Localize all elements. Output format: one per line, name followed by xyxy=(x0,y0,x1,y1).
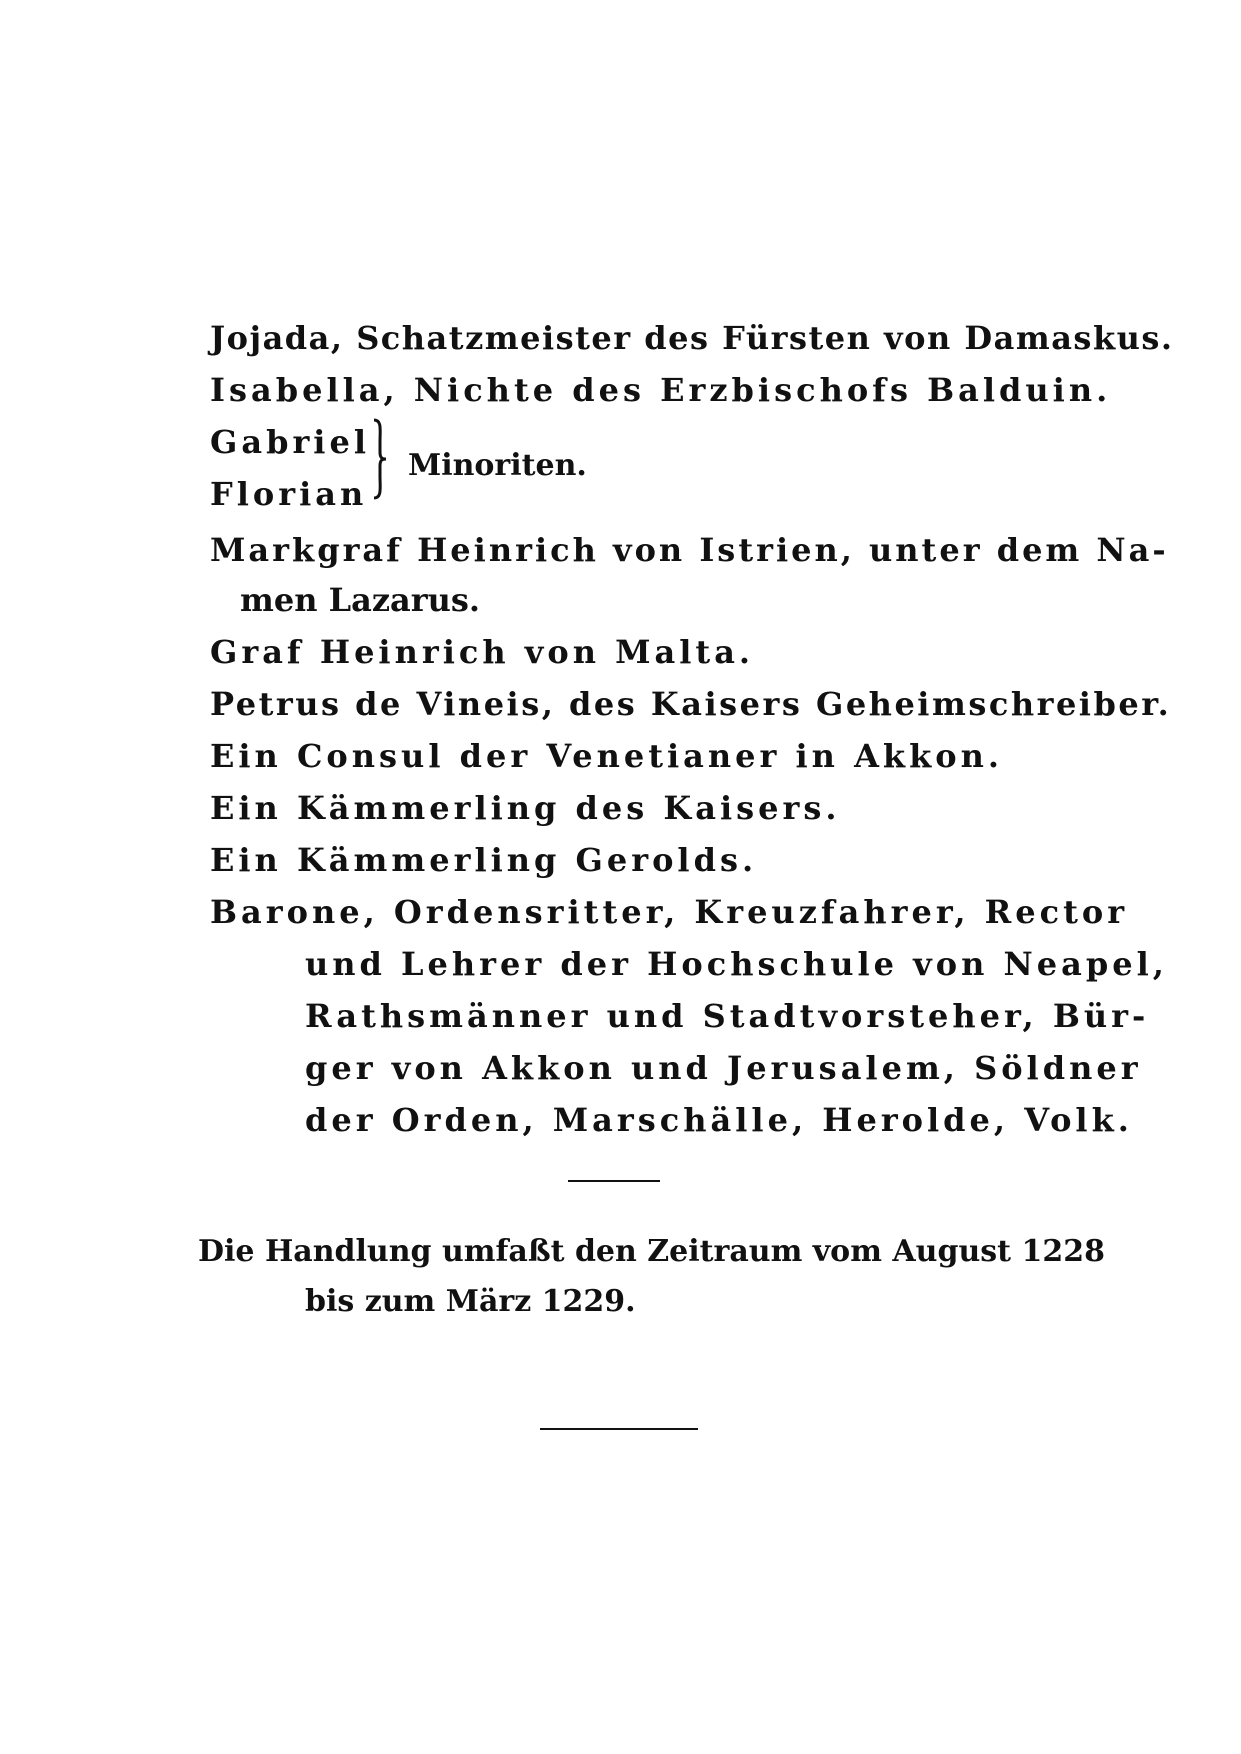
cast-entry-gabriel: Gabriel xyxy=(210,423,370,461)
cast-entry-florian: Florian xyxy=(210,475,368,513)
divider-end xyxy=(540,1428,698,1430)
setting-line-1: Die Handlung umfaßt den Zeitraum vom August 1228 xyxy=(198,1234,1105,1269)
cast-entry-petrus: Petrus de Vineis, des Kaisers Geheimschreiber. xyxy=(210,685,1172,723)
cast-entry-markgraf: Markgraf Heinrich von Istrien, unter dem Na- xyxy=(210,531,1169,569)
minoriten-label: Minoriten. xyxy=(408,448,587,483)
cast-entry-barone-cont3: ger von Akkon und Jerusalem, Söldner xyxy=(305,1049,1142,1087)
divider-short xyxy=(568,1180,660,1182)
curly-brace-icon xyxy=(372,418,388,500)
cast-entry-kaemmerling-gerold: Ein Kämmerling Gerolds. xyxy=(210,841,758,879)
cast-entry-barone: Barone, Ordensritter, Kreuzfahrer, Rector xyxy=(210,893,1129,931)
setting-line-2: bis zum März 1229. xyxy=(305,1284,636,1319)
cast-entry-barone-cont2: Rathsmänner und Stadtvorsteher, Bür- xyxy=(305,997,1150,1035)
cast-entry-barone-cont1: und Lehrer der Hochschule von Neapel, xyxy=(305,945,1168,983)
cast-entry-markgraf-cont: men Lazarus. xyxy=(240,581,481,619)
cast-entry-kaemmerling-kaiser: Ein Kämmerling des Kaisers. xyxy=(210,789,841,827)
cast-entry-jojada: Jojada, Schatzmeister des Fürsten von Damaskus. xyxy=(210,319,1174,357)
cast-entry-consul: Ein Consul der Venetianer in Akkon. xyxy=(210,737,1003,775)
cast-entry-graf-heinrich: Graf Heinrich von Malta. xyxy=(210,633,755,671)
cast-entry-isabella: Isabella, Nichte des Erzbischofs Balduin. xyxy=(210,371,1112,409)
cast-entry-barone-cont4: der Orden, Marschälle, Herolde, Volk. xyxy=(305,1101,1133,1139)
